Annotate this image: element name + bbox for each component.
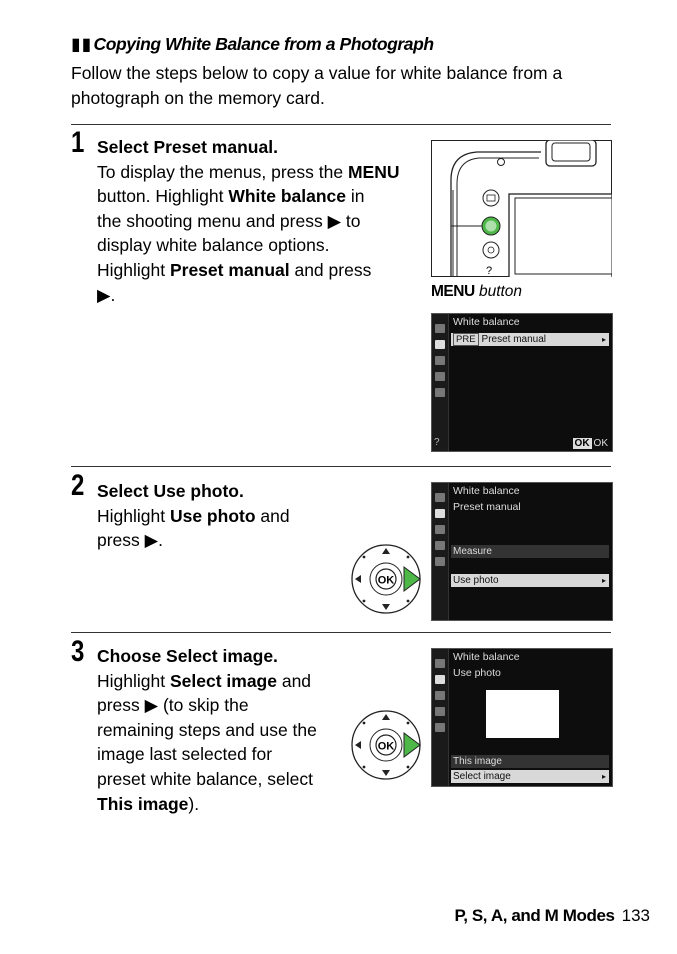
step-2-heading: Select Use photo.: [97, 481, 244, 501]
body-line: To display the menus, press the MENU: [97, 161, 400, 182]
screen-header: White balance: [453, 316, 520, 328]
right-arrow-icon: ▸: [601, 335, 606, 344]
body-line: button. Highlight White balance in: [97, 186, 365, 207]
step-2-text: [97, 479, 337, 553]
step-3-body: [97, 669, 347, 817]
menu-button-caption: MENU button: [431, 283, 523, 300]
page-footer: [454, 906, 650, 926]
right-arrow-icon: ▸: [601, 772, 606, 781]
camera-back-illustration: [431, 140, 612, 277]
body-line: This image).: [97, 793, 200, 814]
svg-text:?: ?: [486, 265, 493, 277]
body-line: remaining steps and use the: [97, 719, 317, 740]
section-marker-icon: ▮▮: [71, 34, 93, 54]
step-2-lcd-screen: [431, 482, 613, 621]
step-1-heading: Select Preset manual.: [97, 137, 278, 157]
body-line: press ▶.: [97, 530, 163, 551]
step-1-body: [97, 160, 417, 308]
image-preview: [486, 690, 559, 738]
menu-tab-icons: [432, 483, 449, 620]
screen-header: White balance: [453, 485, 520, 497]
menu-row-preset-manual[interactable]: PRE Preset manual ▸: [451, 333, 609, 346]
step-2-number: 2: [71, 469, 85, 502]
menu-tab-icons: [432, 649, 449, 786]
svg-text:OK: OK: [377, 740, 395, 753]
page-number: 133: [621, 906, 650, 925]
step-2-multi-selector-icon: [350, 543, 422, 615]
body-line: press ▶ (to skip the: [97, 695, 249, 716]
body-line: the shooting menu and press ▶ to: [97, 210, 361, 231]
menu-row-this-image[interactable]: This image: [451, 755, 609, 768]
body-line: preset white balance, select: [97, 768, 313, 789]
screen-subheader: Preset manual: [453, 501, 521, 513]
right-arrow-icon: ▸: [601, 576, 606, 585]
step-1-lcd-screen: [431, 313, 613, 452]
body-line: display white balance options.: [97, 235, 330, 256]
ok-badge: OK OK: [574, 438, 608, 449]
step-1-number: 1: [71, 126, 85, 159]
menu-row-select-image[interactable]: Select image ▸: [451, 770, 609, 783]
menu-row-use-photo[interactable]: Use photo ▸: [451, 574, 609, 587]
section-title-text: Copying White Balance from a Photograph: [93, 34, 434, 54]
step-1-text: [97, 135, 417, 307]
menu-row-measure[interactable]: Measure: [451, 545, 609, 558]
body-line: image last selected for: [97, 744, 273, 765]
body-line: Highlight Use photo and: [97, 505, 290, 526]
step-3-number: 3: [71, 635, 85, 668]
svg-text:OK: OK: [377, 574, 395, 587]
step-3-heading: Choose Select image.: [97, 646, 278, 666]
body-line: Highlight Select image and: [97, 670, 312, 691]
step-3-text: [97, 644, 347, 816]
step-2-divider: [71, 466, 611, 467]
step-2-body: [97, 504, 337, 553]
step-3-divider: [71, 632, 611, 633]
chapter-title: P, S, A, and M Modes: [454, 906, 615, 925]
screen-subheader: Use photo: [453, 667, 501, 679]
help-icon: ?: [434, 437, 440, 448]
body-line: ▶.: [97, 284, 116, 305]
step-3-lcd-screen: [431, 648, 613, 787]
menu-tab-icons: [432, 314, 449, 451]
step-1-divider: [71, 124, 611, 125]
step-3-multi-selector-icon: [350, 709, 422, 781]
body-line: Highlight Preset manual and press: [97, 259, 372, 280]
screen-header: White balance: [453, 651, 520, 663]
section-title: [71, 34, 434, 55]
section-intro: Follow the steps below to copy a value for white balance from a photograph on the memory card.: [71, 63, 563, 108]
